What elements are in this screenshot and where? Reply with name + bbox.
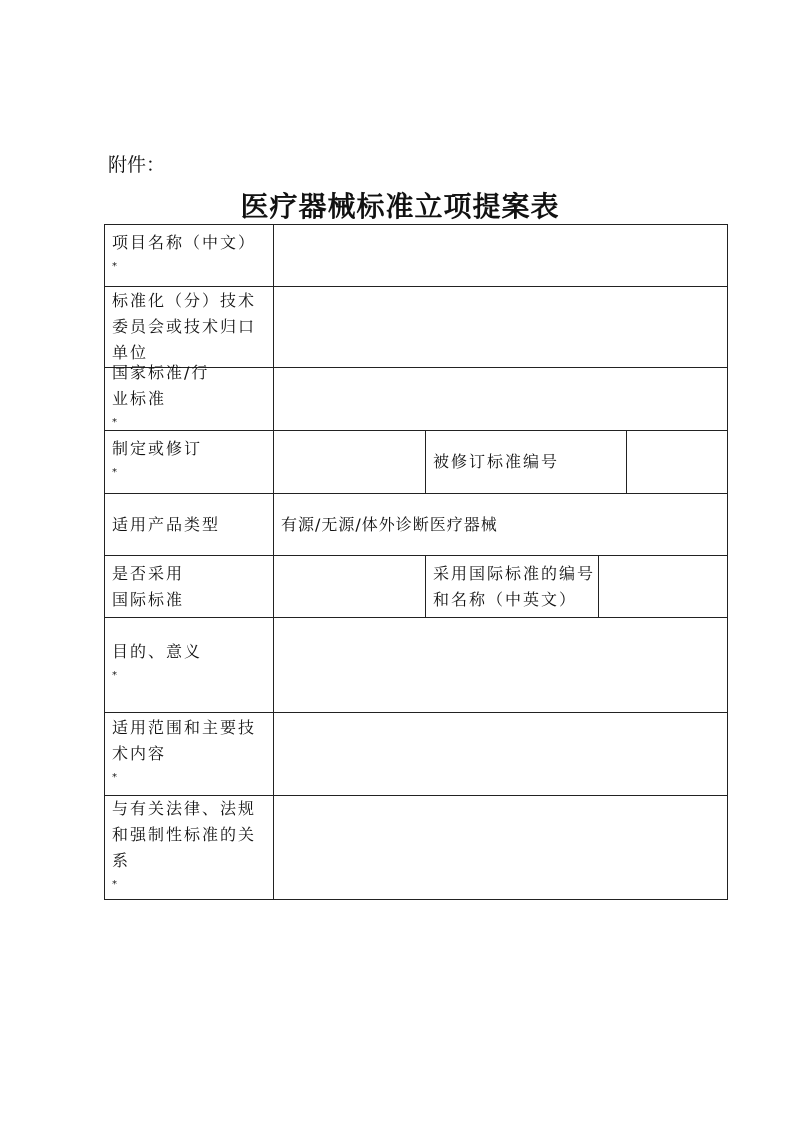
revise-field[interactable] (275, 432, 424, 492)
label-standard-type: 国家标准/行业标准 * (112, 363, 210, 428)
label-purpose: 目的、意义 * (112, 642, 203, 681)
project-name-field[interactable] (275, 226, 726, 285)
scope-field[interactable] (275, 714, 726, 794)
label-international: 是否采用国际标准 (112, 563, 185, 609)
table-border-right (727, 224, 728, 900)
international-field[interactable] (275, 557, 424, 616)
relation-field[interactable] (275, 797, 726, 898)
label-scope: 适用范围和主要技术内容 * (112, 718, 257, 783)
international-divider (425, 555, 426, 617)
international-standard-field[interactable] (600, 557, 726, 616)
label-international-standard: 采用国际标准的编号和名称（中英文） (433, 563, 596, 609)
label-committee: 标准化（分）技术委员会或技术归口单位 (112, 291, 257, 362)
form-title: 医疗器械标准立项提案表 (240, 190, 560, 223)
label-revise: 制定或修订 * (112, 439, 203, 478)
product-type-value: 有源/无源/体外诊断医疗器械 (281, 514, 498, 534)
revised-standard-number-field[interactable] (628, 432, 726, 492)
label-relation: 与有关法律、法规和强制性标准的关系 * (112, 798, 257, 890)
purpose-field[interactable] (275, 619, 726, 711)
attachment-label: 附件： (108, 154, 166, 176)
standard-type-field[interactable] (275, 369, 726, 429)
label-project-name: 项目名称（中文） * (112, 232, 257, 272)
committee-field[interactable] (275, 288, 726, 366)
label-revised-standard-number: 被修订标准编号 (433, 452, 560, 471)
label-product-type: 适用产品类型 (112, 514, 221, 534)
table-border-left (104, 224, 105, 900)
revise-divider (425, 430, 426, 493)
